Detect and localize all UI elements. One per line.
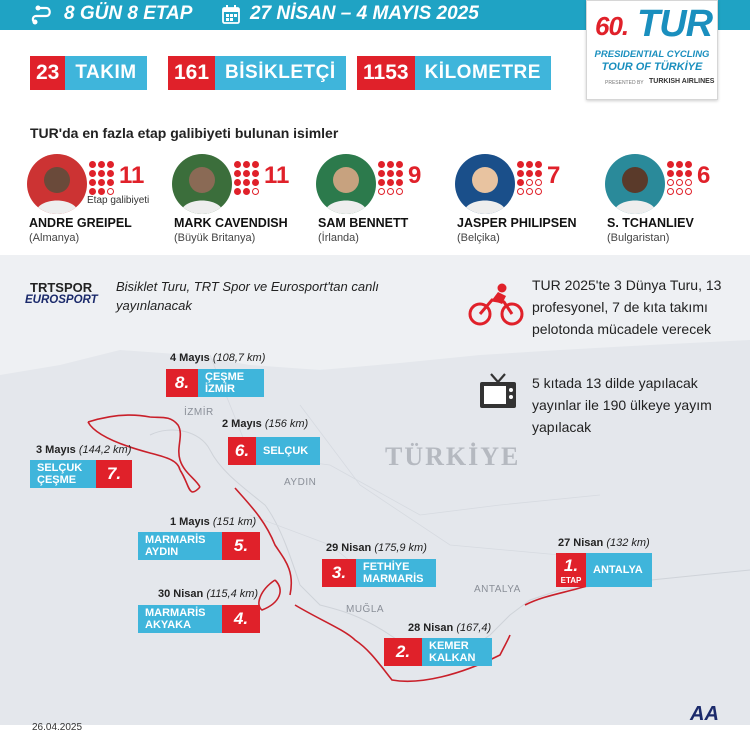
stage-date: 3 Mayıs — [36, 444, 76, 456]
stage-city-end: İZMİR — [205, 383, 235, 395]
eurosport-logo-text: EUROSPORT — [25, 294, 98, 306]
win-dot — [234, 170, 241, 177]
win-dot — [234, 188, 241, 195]
win-dot — [107, 188, 114, 195]
stage-date-label — [408, 622, 491, 634]
stage-date: 30 Nisan — [158, 588, 204, 600]
win-dot — [387, 179, 394, 186]
stage-date: 1 Mayıs — [170, 516, 210, 528]
stage-cities — [198, 369, 264, 397]
stat-riders-value: 161 — [168, 56, 215, 90]
stat-riders — [168, 56, 346, 90]
win-dot — [676, 188, 683, 195]
stage-city-start: FETHİYE — [363, 561, 410, 573]
rider-name: ANDRE GREIPEL — [29, 216, 132, 230]
wins-caption: Etap galibiyeti — [87, 195, 150, 206]
stage-date-label — [170, 516, 256, 528]
stage-distance: (151 km) — [212, 516, 257, 528]
win-dot — [667, 161, 674, 168]
rider-wins: 6 — [697, 162, 711, 189]
aa-logo-text: AA — [690, 703, 719, 725]
tour-logo — [586, 0, 718, 100]
win-dot — [243, 170, 250, 177]
win-dot — [243, 179, 250, 186]
rider-wins: 11 — [119, 162, 145, 189]
stage-box — [228, 437, 320, 465]
stage-sub: ETAP — [560, 575, 582, 585]
stage-number-text: 2. — [395, 642, 411, 661]
stage-city-start: MARMARİS — [145, 607, 206, 619]
stage-distance: (175,9 km) — [374, 542, 427, 554]
win-dot — [517, 161, 524, 168]
win-dot — [89, 170, 96, 177]
win-dot — [535, 188, 542, 195]
stage-number-text: 5. — [233, 536, 249, 555]
stage-city-start: SELÇUK — [263, 445, 309, 457]
win-dot — [378, 170, 385, 177]
stage-number-text: 8. — [174, 373, 190, 392]
win-dot — [535, 179, 542, 186]
win-dot — [107, 179, 114, 186]
win-dot — [517, 179, 524, 186]
win-dot — [243, 161, 250, 168]
trt-spor-logo-text: TRTSPOR — [30, 280, 93, 295]
win-dot — [378, 188, 385, 195]
stat-km-value: 1153 — [357, 56, 415, 90]
win-dot — [676, 161, 683, 168]
stage-number — [96, 460, 132, 488]
stat-teams — [30, 56, 147, 90]
stage-number-text: 4. — [233, 609, 249, 628]
rider-card — [316, 154, 456, 249]
map-country-label: TÜRKİYE — [385, 442, 521, 471]
rider-country: (Belçika) — [457, 232, 500, 244]
stage-number — [222, 532, 260, 560]
stage-date-label — [326, 542, 427, 554]
win-dot — [676, 170, 683, 177]
win-dot — [387, 170, 394, 177]
eurosport-logo — [25, 294, 98, 306]
win-dot — [676, 179, 683, 186]
stage-distance: (132 km) — [606, 537, 650, 549]
stage-box — [384, 638, 492, 666]
stage-distance: (115,4 km) — [206, 588, 259, 600]
win-dot — [234, 179, 241, 186]
rider-name: S. TCHANLIEV — [607, 216, 694, 230]
win-dot — [517, 170, 524, 177]
stage-city-start: MARMARİS — [145, 534, 206, 546]
win-dot — [396, 188, 403, 195]
aa-logo — [690, 703, 719, 726]
stage-number — [556, 553, 586, 587]
win-dot — [89, 179, 96, 186]
stage-date-label — [558, 537, 650, 549]
broadcast-text: Bisiklet Turu, TRT Spor ve Eurosport'tan canlı yayınlanacak — [116, 279, 379, 313]
stage-number-text: 3. — [331, 563, 347, 582]
trt-spor-logo — [30, 280, 92, 295]
rider-avatar — [27, 154, 87, 214]
win-dot — [252, 161, 259, 168]
win-dot — [107, 170, 114, 177]
stage-date-label — [36, 444, 131, 456]
stage-number-text: 1. — [563, 555, 579, 575]
stage-city-end: ÇEŞME — [37, 474, 77, 486]
win-dot — [387, 161, 394, 168]
stage-city-start: ÇEŞME — [205, 371, 245, 383]
rider-name: MARK CAVENDISH — [174, 216, 288, 230]
stage-number — [384, 638, 422, 666]
stat-riders-label: BİSİKLETÇİ — [225, 62, 336, 83]
rider-name: JASPER PHILIPSEN — [457, 216, 577, 230]
win-dot — [535, 170, 542, 177]
win-dot — [526, 170, 533, 177]
win-dot — [396, 161, 403, 168]
stage-city-end: KALKAN — [429, 652, 476, 664]
stage-box — [166, 369, 264, 397]
win-dot — [396, 179, 403, 186]
stage-city-start: SELÇUK — [37, 462, 83, 474]
win-dot — [107, 161, 114, 168]
wins-dots — [378, 161, 403, 195]
days-stages-text: 8 GÜN 8 ETAP — [64, 3, 193, 24]
win-dot — [535, 161, 542, 168]
stage-cities — [356, 559, 436, 587]
stage-date: 4 Mayıs — [170, 352, 210, 364]
win-dot — [526, 188, 533, 195]
rider-wins: 11 — [264, 162, 290, 189]
stage-city-start: KEMER — [429, 640, 469, 652]
win-dot — [252, 179, 259, 186]
stage-date-label — [222, 418, 308, 430]
stage-box — [30, 460, 132, 488]
wins-dots — [517, 161, 542, 195]
win-dot — [252, 188, 259, 195]
win-dot — [252, 170, 259, 177]
win-dot — [517, 188, 524, 195]
rider-card — [455, 154, 595, 249]
wins-dots — [89, 161, 114, 195]
win-dot — [667, 188, 674, 195]
cyclist-icon — [468, 282, 524, 326]
rider-wins: 9 — [408, 162, 422, 189]
win-dot — [234, 161, 241, 168]
stage-box — [138, 605, 260, 633]
stage-box — [322, 559, 436, 587]
logo-brand: TUR — [637, 3, 713, 45]
teams-info-text: TUR 2025'te 3 Dünya Turu, 13 profesyonel, 7 de kıta takımı pelotonda mücadele verecek — [532, 277, 722, 337]
stage-city-end: AKYAKA — [145, 619, 192, 631]
rider-country: (İrlanda) — [318, 232, 359, 244]
footer-date: 26.04.2025 — [32, 722, 83, 733]
stage-distance: (144,2 km) — [78, 444, 132, 456]
stage-number — [166, 369, 198, 397]
win-dot — [89, 161, 96, 168]
riders-title: TUR'da en fazla etap galibiyeti bulunan isimler — [30, 125, 339, 141]
win-dot — [89, 188, 96, 195]
rider-card — [605, 154, 745, 249]
logo-number: 60. — [595, 11, 629, 41]
rider-country: (Bulgaristan) — [607, 232, 670, 244]
win-dot — [243, 188, 250, 195]
win-dot — [667, 179, 674, 186]
stage-cities — [138, 605, 222, 633]
stage-cities — [30, 460, 96, 488]
rider-avatar — [172, 154, 232, 214]
stage-cities — [138, 532, 222, 560]
logo-line2: TOUR OF TÜRKİYE — [601, 61, 703, 73]
tv-icon — [478, 372, 518, 412]
rider-avatar — [316, 154, 376, 214]
calendar-icon — [222, 5, 240, 24]
stat-teams-label: TAKIM — [75, 62, 137, 83]
win-dot — [98, 161, 105, 168]
stage-date: 27 Nisan — [558, 537, 604, 549]
map-city-antalya: ANTALYA — [474, 584, 521, 595]
stat-km — [357, 56, 551, 90]
rider-name: SAM BENNETT — [318, 216, 409, 230]
win-dot — [526, 179, 533, 186]
logo-sponsor: TURKISH AIRLINES — [649, 78, 715, 85]
stage-number-text: 6. — [234, 441, 250, 460]
rider-country: (Büyük Britanya) — [174, 232, 256, 244]
win-dot — [685, 161, 692, 168]
stage-distance: (167,4) — [456, 622, 492, 634]
stage-date: 28 Nisan — [408, 622, 454, 634]
map-city-aydin: AYDIN — [284, 477, 317, 488]
win-dot — [98, 188, 105, 195]
map-city-mugla: MUĞLA — [346, 604, 385, 615]
stage-city-end: AYDIN — [145, 546, 179, 558]
map-city-izmir: İZMİR — [184, 407, 214, 418]
dates-text: 27 NİSAN – 4 MAYIS 2025 — [250, 3, 479, 24]
win-dot — [98, 170, 105, 177]
rider-country: (Almanya) — [29, 232, 80, 244]
stage-date-label — [158, 588, 258, 600]
stage-number — [222, 605, 260, 633]
rider-avatar — [605, 154, 665, 214]
rider-card — [27, 154, 167, 249]
stage-date: 29 Nisan — [326, 542, 372, 554]
wins-dots — [667, 161, 692, 195]
win-dot — [98, 179, 105, 186]
stage-cities — [586, 553, 652, 587]
stage-date-label — [170, 352, 265, 364]
stage-date: 2 Mayıs — [222, 418, 262, 430]
rider-card — [172, 154, 312, 249]
rider-avatar — [455, 154, 515, 214]
stage-distance: (156 km) — [264, 418, 309, 430]
win-dot — [387, 188, 394, 195]
stage-box — [556, 553, 652, 587]
tv-info-text: 5 kıtada 13 dilde yapılacak yayınlar ile 190 ülkeye yayım yapılacak — [532, 375, 712, 435]
route-icon — [30, 4, 54, 26]
stage-cities — [422, 638, 492, 666]
win-dot — [378, 179, 385, 186]
wins-dots — [234, 161, 259, 195]
stat-teams-value: 23 — [30, 56, 65, 90]
win-dot — [396, 170, 403, 177]
logo-presented: PRESENTED BY — [605, 80, 644, 86]
win-dot — [667, 170, 674, 177]
win-dot — [378, 161, 385, 168]
stage-number — [322, 559, 356, 587]
stage-city-end: MARMARİS — [363, 573, 424, 585]
win-dot — [526, 161, 533, 168]
stage-box — [138, 532, 260, 560]
stage-city-start: ANTALYA — [593, 564, 643, 576]
stage-distance: (108,7 km) — [212, 352, 266, 364]
win-dot — [685, 170, 692, 177]
stage-number-text: 7. — [106, 464, 122, 483]
rider-wins: 7 — [547, 162, 561, 189]
win-dot — [685, 188, 692, 195]
stage-number — [228, 437, 256, 465]
logo-line1: PRESIDENTIAL CYCLING — [594, 49, 710, 60]
stat-km-label: KİLOMETRE — [424, 62, 541, 83]
win-dot — [685, 179, 692, 186]
stage-cities — [256, 437, 320, 465]
